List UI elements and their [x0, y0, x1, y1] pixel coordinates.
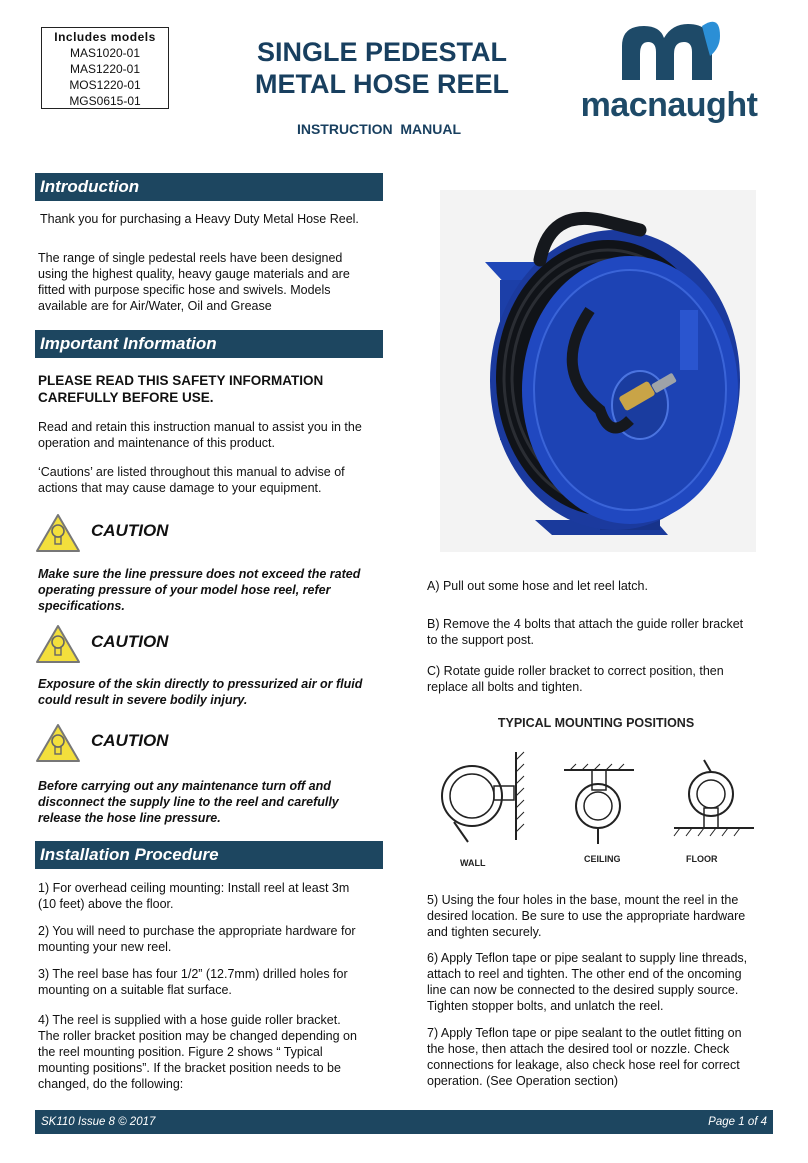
- step-a: A) Pull out some hose and let reel latch.: [427, 579, 648, 593]
- install-step-5: 5) Using the four holes in the base, mount the reel in the desired location. Be sure to use the appropriate hardware and tighten securely.: [427, 893, 746, 939]
- step-b: B) Remove the 4 bolts that attach the guide roller bracket to the support post.: [427, 617, 744, 647]
- logo-mark-icon: [560, 18, 775, 88]
- caution-text: Before carrying out any maintenance turn off and disconnect the supply line to the reel and carefully release the hose line pressure.: [38, 779, 339, 825]
- section-introduction: Introduction: [35, 173, 383, 201]
- caution-text: Exposure of the skin directly to pressurized air or fluid could result in severe bodily injury.: [38, 677, 363, 707]
- model-item: MAS1220-01: [69, 62, 141, 76]
- page-number: Page 1 of 4: [708, 1116, 767, 1128]
- models-header: Includes models: [54, 30, 156, 44]
- footer-issue: SK110 Issue 8 © 2017: [41, 1116, 156, 1128]
- step-c: C) Rotate guide roller bracket to correct position, then replace all bolts and tighten.: [427, 664, 724, 694]
- warning-triangle-icon: [35, 513, 81, 553]
- page-footer: [35, 1110, 773, 1134]
- section-important-information: Important Information: [35, 330, 383, 358]
- install-step-3: 3) The reel base has four 1/2” (12.7mm) drilled holes for mounting on a suitable flat surface.: [38, 967, 348, 997]
- warning-triangle-icon: [35, 624, 81, 664]
- install-step-4: 4) The reel is supplied with a hose guide roller bracket. The roller bracket position may be changed depending on the reel mounting position. Figure 2 shows “ Typical mounting positions”. If the bracket position needs to be changed, do the following:: [38, 1013, 357, 1091]
- install-step-6: 6) Apply Teflon tape or pipe sealant to supply line threads, attach to reel and tighten. The other end of the oncoming line can now be connected to the desired supply source. Tighten stopper bolts, and unlatch the reel.: [427, 951, 748, 1013]
- title-line-2: METAL HOSE REEL: [254, 69, 510, 99]
- model-item: MOS1220-01: [69, 78, 141, 92]
- logo-text: macnaught: [580, 86, 758, 124]
- section-installation-procedure: Installation Procedure: [35, 841, 383, 869]
- caution-label: CAUTION: [91, 521, 169, 540]
- mounting-figure-title: TYPICAL MOUNTING POSITIONS: [497, 716, 695, 730]
- wall-caption: WALL: [460, 858, 486, 868]
- page-title: [232, 36, 532, 100]
- warning-triangle-icon: [35, 723, 81, 763]
- models-box: [41, 27, 169, 109]
- cautions-note-text: ‘Cautions’ are listed throughout this manual to advise of actions that may cause damage to your equipment.: [38, 465, 345, 495]
- install-step-7: 7) Apply Teflon tape or pipe sealant to the outlet fitting on the hose, then attach the desired tool or nozzle. Check connections for leakage, also check hose reel for correct operation. (See Operation section): [427, 1026, 742, 1088]
- intro-thanks: Thank you for purchasing a Heavy Duty Metal Hose Reel.: [40, 212, 359, 226]
- intro-range-text: The range of single pedestal reels have been designed using the highest quality, heavy gauge materials and are fitted with purpose specific hose and swivels. Models available are for Air/Water, Oil and Grease: [38, 251, 350, 313]
- subtitle: INSTRUCTION MANUAL: [296, 121, 462, 137]
- mounting-positions-figure: [424, 712, 768, 880]
- model-item: MGS0615-01: [69, 94, 141, 108]
- title-line-1: SINGLE PEDESTAL: [256, 37, 508, 67]
- safety-heading: PLEASE READ THIS SAFETY INFORMATION CAREFULLY BEFORE USE.: [38, 373, 324, 405]
- ceiling-caption: CEILING: [584, 854, 621, 864]
- install-step-2: 2) You will need to purchase the appropriate hardware for mounting your new reel.: [38, 924, 356, 954]
- macnaught-logo: [560, 18, 775, 128]
- caution-label: CAUTION: [91, 632, 169, 651]
- hose-reel-image: [440, 190, 756, 552]
- model-item: MAS1020-01: [69, 46, 141, 60]
- retain-manual-text: Read and retain this instruction manual to assist you in the operation and maintenance of this product.: [38, 420, 362, 450]
- caution-text: Make sure the line pressure does not exceed the rated operating pressure of your model hose reel, refer specifications.: [38, 567, 361, 613]
- floor-caption: FLOOR: [686, 854, 718, 864]
- install-step-1: 1) For overhead ceiling mounting: Install reel at least 3m (10 feet) above the floor.: [38, 881, 350, 911]
- caution-label: CAUTION: [91, 731, 169, 750]
